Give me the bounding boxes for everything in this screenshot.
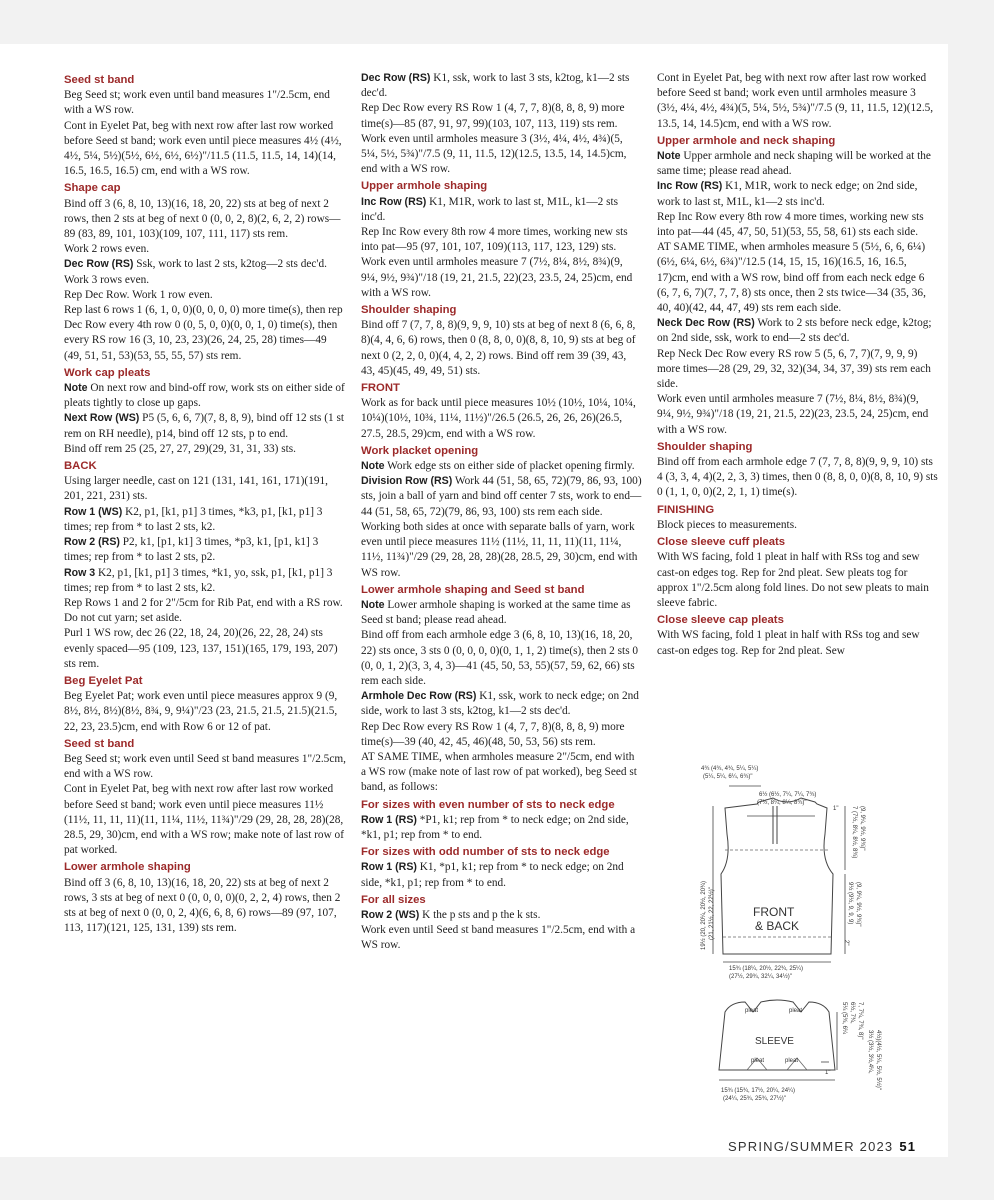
instruction-text: Rep Dec Row. Work 1 row even. xyxy=(64,288,213,301)
instruction-text: *P1, k1; rep from * to neck edge; on 2nd side, *k1, p1; rep from * to end. xyxy=(361,813,629,841)
section-heading: Work placket opening xyxy=(361,444,479,457)
section-heading: Close sleeve cap pleats xyxy=(657,614,784,627)
instruction-text: Rep Inc Row every 8th row 4 more times, working new sts into pat—44 (45, 47, 50, 51)(53, 55, 58, 61) sts each side. xyxy=(657,210,924,239)
instruction-paragraph xyxy=(361,318,642,379)
instruction-paragraph xyxy=(657,316,938,346)
row-label: Dec Row (RS) xyxy=(361,72,431,84)
instruction-text: K1, M1R, work to last st, M1L, k1—2 sts inc'd. xyxy=(361,195,619,223)
section-heading: FRONT xyxy=(361,382,400,395)
instruction-text: Work 44 (51, 58, 65, 72)(79, 86, 93, 100) sts, join a ball of yarn and bind off center 7 sts, work to end—44 (51, 58, 65, 72)(79, 86, 93, 100) sts rem each side. Working both sides at once with separate balls of yarn, work even until piece measures 11½ (11½, 11, 11, 11)(11, 11¼, 11½, 11¾)"/29 (29, 28, 28, 28)(28, 28.5, 29, 30)cm, end with WS row. xyxy=(361,475,642,579)
row-label: Note xyxy=(657,150,681,163)
instruction-paragraph xyxy=(361,396,642,442)
instruction-paragraph xyxy=(64,381,346,411)
lower-armhole-label: 9½ (9½, 9, 9, 9) xyxy=(847,882,853,925)
instruction-paragraph xyxy=(64,119,346,180)
bottom-width-label: (27½, 29¾, 32¼, 34½)" xyxy=(729,974,792,980)
instruction-text: Beg Seed st; work even until band measures 1"/2.5cm, end with a WS row. xyxy=(64,89,330,117)
instruction-text: P5 (5, 6, 6, 7)(7, 8, 8, 9), bind off 12 sts (1 st rem on RH needle), p14, bind off 12 sts, p to end. xyxy=(64,412,345,440)
cap-height-label: 5¼ (5¾, 6¼ xyxy=(841,1002,847,1035)
section-heading: Seed st band xyxy=(64,737,135,750)
column-1 xyxy=(64,71,346,936)
instruction-paragraph xyxy=(361,720,642,750)
instruction-text: K1, ssk, work to last 3 sts, k2tog, k1—2 sts dec'd. xyxy=(361,72,630,100)
instruction-text: Work even until armholes measure 7 (7½, 8¼, 8½, 8¾)(9, 9¼, 9½, 9¾)"/18 (19, 21, 21.5, 22)(23, 23.5, 24, 25)cm, end with a WS row. xyxy=(657,393,929,436)
instruction-text: Rep Rows 1 and 2 for 2"/5cm for Rib Pat, end with a RS row. Do not cut yarn; set aside. xyxy=(64,596,343,625)
instruction-paragraph xyxy=(64,197,346,243)
section-heading: For all sizes xyxy=(361,893,426,906)
issue-name: SPRING/SUMMER 2023 xyxy=(728,1139,894,1154)
instruction-text: K the p sts and p the k sts. xyxy=(419,908,541,921)
instruction-text: K2, p1, [k1, p1] 3 times, *k1, yo, ssk, p1, [k1, p1] 3 times; rep from * to last 2 sts, k2. xyxy=(64,566,333,594)
instruction-text: K1, ssk, work to neck edge; on 2nd side, work to last 3 sts, k2tog, k1—2 sts dec'd. xyxy=(361,690,639,718)
instruction-paragraph xyxy=(64,535,346,565)
instruction-paragraph xyxy=(64,474,346,504)
instruction-paragraph xyxy=(657,240,938,316)
instruction-text: Rep Neck Dec Row every RS row 5 (5, 6, 7, 7)(7, 9, 9, 9) more times—28 (29, 29, 32, 32)(34, 34, 37, 39) sts rem each side. xyxy=(657,347,931,391)
instruction-text: On next row and bind-off row, work sts on either side of pleats tightly to close up gaps. xyxy=(64,382,345,410)
sleeve-one-inch-label: 1" xyxy=(825,1070,831,1076)
instruction-text: Using larger needle, cast on 121 (131, 141, 161, 171)(191, 201, 221, 231) sts. xyxy=(64,475,328,503)
front-back-title: FRONT xyxy=(753,905,795,919)
instruction-paragraph xyxy=(64,88,346,118)
instruction-paragraph xyxy=(361,459,642,474)
row-label: Division Row (RS) xyxy=(361,475,453,488)
instruction-text: Bind off 7 (7, 7, 8, 8)(9, 9, 9, 10) sts at beg of next 8 (6, 6, 8, 8)(4, 4, 6, 6) rows, then 0 (8, 8, 0, 0)(8, 8, 10, 9) sts at beg of next 0 (2, 2, 0, 0)(4, 4, 2, 2) rows. Bind off rem 39 (39, 43, 43, 45)(45, 49, 49, 51) sts. xyxy=(361,319,636,377)
column-3 xyxy=(657,71,938,659)
instruction-text: Rep Inc Row every 8th row 4 more times, working new sts into pat—95 (97, 101, 107, 109)(113, 117, 123, 129) sts. xyxy=(361,226,628,254)
section-heading: Close sleeve cuff pleats xyxy=(657,536,786,549)
section-heading: Upper armhole shaping xyxy=(361,180,488,193)
instruction-paragraph xyxy=(361,689,642,719)
instruction-paragraph xyxy=(657,149,938,179)
section-heading: Seed st band xyxy=(64,74,135,86)
section-heading: FINISHING xyxy=(657,503,715,516)
instruction-text: K2, p1, [k1, p1] 3 times, *k3, p1, [k1, p1] 3 times; rep from * to last 2 sts, k2. xyxy=(64,505,323,533)
instruction-paragraph xyxy=(657,210,938,240)
instruction-paragraph xyxy=(64,876,346,937)
section-heading: Upper armhole and neck shaping xyxy=(657,134,836,147)
instruction-text: Block pieces to measurements. xyxy=(657,518,797,531)
instruction-paragraph xyxy=(657,550,938,611)
instruction-paragraph xyxy=(64,689,346,735)
instruction-text: Work as for back until piece measures 10½ (10½, 10¼, 10¼, 10¼)(10½, 10¾, 11¼, 11½)"/26.5 (26.5, 26, 26, 26)(26.5, 27.5, 28.5, 29)cm, end with a WS row. xyxy=(361,397,636,440)
section-heading: Work cap pleats xyxy=(64,366,151,379)
sleeve-pleat-label: pleat xyxy=(745,1008,759,1014)
instruction-paragraph xyxy=(361,132,642,178)
instruction-paragraph xyxy=(361,225,642,255)
instruction-paragraph xyxy=(361,750,642,796)
instruction-text: With WS facing, fold 1 pleat in half with RSs tog and sew cast-on edges tog. Rep for 2nd pleat. Sew pleats tog for approx 1"/2.5cm along fold lines. Do not sew pleats to main sleeve fabric. xyxy=(657,551,929,609)
instruction-text: With WS facing, fold 1 pleat in half with RSs tog and sew cast-on edges tog. Rep for 2nd pleat. Sew xyxy=(657,629,920,657)
instruction-text: Bind off rem 25 (25, 27, 27, 29)(29, 31, 31, 33) sts. xyxy=(64,442,296,455)
instruction-paragraph xyxy=(657,455,938,501)
instruction-text: Cont in Eyelet Pat, beg with next row after last row worked before Seed st band; work even until armholes measure 3 (3½, 4¼, 4½, 4¾)(5, 5¼, 5½, 5¾)"/7.5 (9, 11, 11.5, 12)(12.5, 13.5, 14, 14.5)cm, end with a WS row. xyxy=(657,72,934,130)
neck-width-label: 6½ (6½, 7¼, 7¼, 7¾) xyxy=(759,792,817,798)
instruction-paragraph xyxy=(64,303,346,364)
instruction-text: Beg Eyelet Pat; work even until piece measures approx 9 (9, 8½, 8½, 8½)(8½, 8¾, 9, 9¼)"/23 (23, 21.5, 21.5, 21.5)(21.5, 22, 23, 23.5)cm, end with Row 6 or 12 of pat. xyxy=(64,690,338,733)
instruction-paragraph xyxy=(657,628,938,658)
instruction-paragraph xyxy=(657,71,938,132)
instruction-text: Lower armhole shaping is worked at the same time as Seed st band; please read ahead. xyxy=(361,598,631,627)
instruction-text: Ssk, work to last 2 sts, k2tog—2 sts dec'd. xyxy=(133,258,327,271)
top-width-label: (5¼, 5¼, 6¼, 6¾)" xyxy=(703,774,753,780)
instruction-text: Beg Seed st; work even until Seed st band measures 1"/2.5cm, end with a WS row. xyxy=(64,752,346,781)
page-footer xyxy=(728,1139,916,1154)
instruction-text: Bind off 3 (6, 8, 10, 13)(16, 18, 20, 22) sts at beg of next 2 rows, then 2 sts at beg of next 0 (0, 0, 2, 8)(2, 6, 2, 2) rows—89 (83, 89, 101, 103)(109, 107, 111, 117) sts rem. xyxy=(64,197,341,241)
instruction-paragraph xyxy=(361,101,642,131)
instruction-paragraph xyxy=(361,908,642,923)
cuff-height-label: 3½ (3½, 3½,4¼, xyxy=(867,1030,873,1074)
instruction-text: Rep Dec Row every RS Row 1 (4, 7, 7, 8)(8, 8, 8, 9) more time(s)—39 (40, 42, 45, 46)(48, 50, 53, 56) sts rem. xyxy=(361,720,625,748)
row-label: Row 1 (RS) xyxy=(361,861,417,874)
instruction-text: K1, M1R, work to neck edge; on 2nd side, work to last st, M1L, k1—2 sts inc'd. xyxy=(657,180,918,208)
instruction-text: Bind off 3 (6, 8, 10, 13)(16, 18, 20, 22) sts at beg of next 2 rows, 3 sts at beg of next 0 (0, 0, 0, 0)(0, 2, 2, 4) rows, then 2 sts at beg of next 0 (0, 0, 2, 4)(6, 6, 8, 6) rows—89 (97, 107, 113, 117)(121, 125, 131, 139) sts rem. xyxy=(64,876,341,935)
armhole-depth-label: 7 (7½, 8¼, 8½, 8¾) xyxy=(851,806,857,859)
section-heading: Lower armhole shaping and Seed st band xyxy=(361,583,585,596)
row-label: Row 3 xyxy=(64,566,96,579)
instruction-paragraph xyxy=(657,392,938,438)
instruction-paragraph xyxy=(657,179,938,209)
section-heading: BACK xyxy=(64,460,97,473)
cap-height-label: 6½, 7¾, xyxy=(849,1002,855,1024)
top-width-label: 4¾ (4¾, 4¾, 5¼, 5¼) xyxy=(701,766,759,772)
cuff-pleat-label: pleat xyxy=(785,1058,799,1064)
row-label: Inc Row (RS) xyxy=(361,195,427,208)
instruction-paragraph xyxy=(64,566,346,596)
instruction-paragraph xyxy=(64,411,346,441)
instruction-paragraph xyxy=(361,598,642,628)
instruction-text: Work even until Seed st band measures 1"/2.5cm, end with a WS row. xyxy=(361,924,636,952)
cap-height-label: 7, 7¼, 7¾, 8)" xyxy=(857,1002,863,1040)
instruction-text: Bind off from each armhole edge 3 (6, 8, 10, 13)(16, 18, 20, 22) sts once, 3 sts 0 (0, 0, 0, 0)(0, 1, 1, 2) time(s), then 2 sts 0 (0, 0, 1, 2)(3, 3, 4, 3)—41 (45, 50, 53, 55)(57, 59, 62, 66) sts rem each side. xyxy=(361,629,639,687)
row-label: Dec Row (RS) xyxy=(64,258,134,271)
one-inch-label: 1" xyxy=(833,806,839,812)
section-heading: For sizes with even number of sts to neck edge xyxy=(361,798,615,811)
instruction-paragraph xyxy=(361,195,642,225)
instruction-paragraph xyxy=(64,752,346,782)
section-heading: Beg Eyelet Pat xyxy=(64,674,143,687)
page-number: 51 xyxy=(899,1139,917,1154)
row-label: Row 2 (RS) xyxy=(64,536,120,549)
row-label: Next Row (WS) xyxy=(64,412,140,425)
row-label: Row 1 (WS) xyxy=(64,505,123,518)
instruction-paragraph xyxy=(64,273,346,288)
front-back-title: & BACK xyxy=(755,919,800,933)
bottom-width-label: 15¾ (18¼, 20½, 22¾, 25¼) xyxy=(729,966,804,972)
column-2 xyxy=(361,71,642,954)
section-heading: Lower armhole shaping xyxy=(64,861,191,874)
instruction-paragraph xyxy=(64,626,346,672)
instruction-paragraph xyxy=(361,923,642,953)
cuff-height-label: 4½)(4½, 5¼, 5½, 5½)" xyxy=(875,1030,881,1090)
instruction-text: Work 3 rows even. xyxy=(64,273,150,286)
two-inch-label: 2" xyxy=(843,940,849,946)
instruction-text: Work even until armholes measure 7 (7½, 8¼, 8½, 8¾)(9, 9¼, 9½, 9¾)"/18 (19, 21, 21.5, 22)(23, 23.5, 24, 25)cm, end with a WS row. xyxy=(361,256,633,299)
row-label: Row 2 (WS) xyxy=(361,908,420,921)
instruction-text: Purl 1 WS row, dec 26 (22, 18, 24, 20)(26, 22, 28, 24) sts evenly spaced—95 (109, 123, 137, 151)(165, 179, 193, 207) sts rem. xyxy=(64,627,338,670)
instruction-paragraph xyxy=(657,347,938,393)
section-heading: Shoulder shaping xyxy=(657,440,753,453)
instruction-paragraph xyxy=(64,782,346,858)
instruction-paragraph xyxy=(361,860,642,890)
sleeve-title: SLEEVE xyxy=(755,1036,794,1047)
row-label: Note xyxy=(361,598,385,611)
sleeve-bottom-label: (24¼, 25¾, 25¾, 27½)" xyxy=(723,1096,786,1102)
instruction-paragraph xyxy=(361,255,642,301)
length-label: (21, 21½, 22, 22½)" xyxy=(709,887,715,940)
section-heading: Shoulder shaping xyxy=(361,304,457,317)
sleeve-outline xyxy=(719,1000,835,1070)
instruction-paragraph xyxy=(361,813,642,843)
instruction-paragraph xyxy=(64,242,346,257)
instruction-paragraph xyxy=(64,596,346,626)
length-label: 19½ (20, 20¼, 20½, 20¾) xyxy=(701,880,707,950)
row-label: Inc Row (RS) xyxy=(657,180,723,193)
cuff-pleat-label: pleat xyxy=(751,1058,765,1064)
instruction-text: Cont in Eyelet Pat, beg with next row after last row worked before Seed st band; work even until piece measures 4½ (4½, 4½, 5¼, 5½)(5½, 6½, 6½, 6½)"/11.5 (11.5, 11.5, 14, 14)(14, 16.5, 16.5, 16.5) cm, end with a WS row. xyxy=(64,119,342,178)
instruction-paragraph xyxy=(361,474,642,580)
sleeve-pleat-label: pleat xyxy=(789,1008,803,1014)
instruction-paragraph xyxy=(64,257,346,272)
instruction-text: AT SAME TIME, when armholes measure 2"/5cm, end with a WS row (make note of last row of pat worked), beg Seed st band, as follows: xyxy=(361,750,637,794)
row-label: Note xyxy=(361,460,385,473)
instruction-text: AT SAME TIME, when armholes measure 5 (5½, 6, 6, 6¼)(6½, 6¼, 6½, 6¾)"/12.5 (14, 15, 15, 16)(16.5, 16, 16.5, 17)cm, end with a WS row, bind off from each neck edge 6 (6, 7, 6, 7)(7, 7, 7, 8) sts once, then 2 sts twice—34 (35, 36, 40, 40)(42, 44, 47, 49) sts rem each side. xyxy=(657,241,926,315)
instruction-text: Upper armhole and neck shaping will be worked at the same time; please read ahead. xyxy=(657,150,931,178)
instruction-text: Rep last 6 rows 1 (6, 1, 0, 0)(0, 0, 0, 0) more time(s), then rep Dec Row every 4th row 0 (0, 5, 0, 0)(0, 0, 1, 0) time(s), then every RS row 16 (3, 10, 23, 23)(26, 24, 25, 28) times—49 (49, 51, 51, 53)(53, 55, 55, 57) sts rem. xyxy=(64,304,343,362)
lower-armhole-label: (9, 9¼, 9½, 9¾)" xyxy=(855,882,861,927)
instruction-text: Work to 2 sts before neck edge, k2tog; on 2nd side, ssk, work to end—2 sts dec'd. xyxy=(657,317,932,345)
row-label: Row 1 (RS) xyxy=(361,813,417,826)
instruction-text: K1, *p1, k1; rep from * to neck edge; on 2nd side, *k1, p1; rep from * to end. xyxy=(361,861,624,889)
instruction-text: Rep Dec Row every RS Row 1 (4, 7, 7, 8)(8, 8, 8, 9) more time(s)—85 (87, 91, 97, 99)(103, 107, 113, 119) sts rem. xyxy=(361,102,625,130)
neck-width-label: (7½, 8¼, 8¼, 8¾)" xyxy=(757,800,807,806)
instruction-paragraph xyxy=(64,442,346,457)
armhole-depth-label: (9, 9¼, 9½, 9¾)" xyxy=(859,806,865,851)
instruction-paragraph xyxy=(64,505,346,535)
instruction-paragraph xyxy=(64,288,346,303)
sleeve-bottom-label: 15¾ (15¾, 17½, 20¼, 24¼) xyxy=(721,1088,796,1094)
instruction-paragraph xyxy=(361,628,642,689)
instruction-paragraph xyxy=(361,71,642,101)
instruction-text: Work edge sts on either side of placket opening firmly. xyxy=(384,460,635,473)
instruction-text: P2, k1, [p1, k1] 3 times, *p3, k1, [p1, k1] 3 times; rep from * to last 2 sts, p2. xyxy=(64,536,319,564)
instruction-text: Bind off from each armhole edge 7 (7, 7, 8, 8)(9, 9, 9, 10) sts 4 (3, 3, 4, 4)(2, 2, 3, 3) times, then 0 (8, 8, 0, 0)(8, 8, 10, 9) sts 0 (1, 1, 0, 0)(2, 2, 1, 1) time(s). xyxy=(657,456,938,499)
schematic-diagram xyxy=(685,740,945,1120)
section-heading: Shape cap xyxy=(64,182,121,195)
instruction-text: Work even until armholes measure 3 (3½, 4¼, 4½, 4¾)(5, 5¼, 5½, 5¾)"/7.5 (9, 11, 11.5, 12)(12.5, 13.5, 14, 14.5)cm, end with a WS row. xyxy=(361,132,627,176)
section-heading: For sizes with odd number of sts to neck edge xyxy=(361,846,610,859)
instruction-text: Cont in Eyelet Pat, beg with next row after last row worked before Seed st band; work even until piece measures 11½ (11½, 11, 11, 11)(11, 11¼, 11½, 11¾)"/29 (29, 28, 28, 28)(28, 28.5, 29, 30)cm, end with a WS row; make note of last row of pat worked. xyxy=(64,783,344,857)
row-label: Note xyxy=(64,382,88,395)
instruction-paragraph xyxy=(657,518,938,533)
row-label: Armhole Dec Row (RS) xyxy=(361,690,477,703)
row-label: Neck Dec Row (RS) xyxy=(657,317,755,330)
instruction-text: Work 2 rows even. xyxy=(64,243,150,256)
